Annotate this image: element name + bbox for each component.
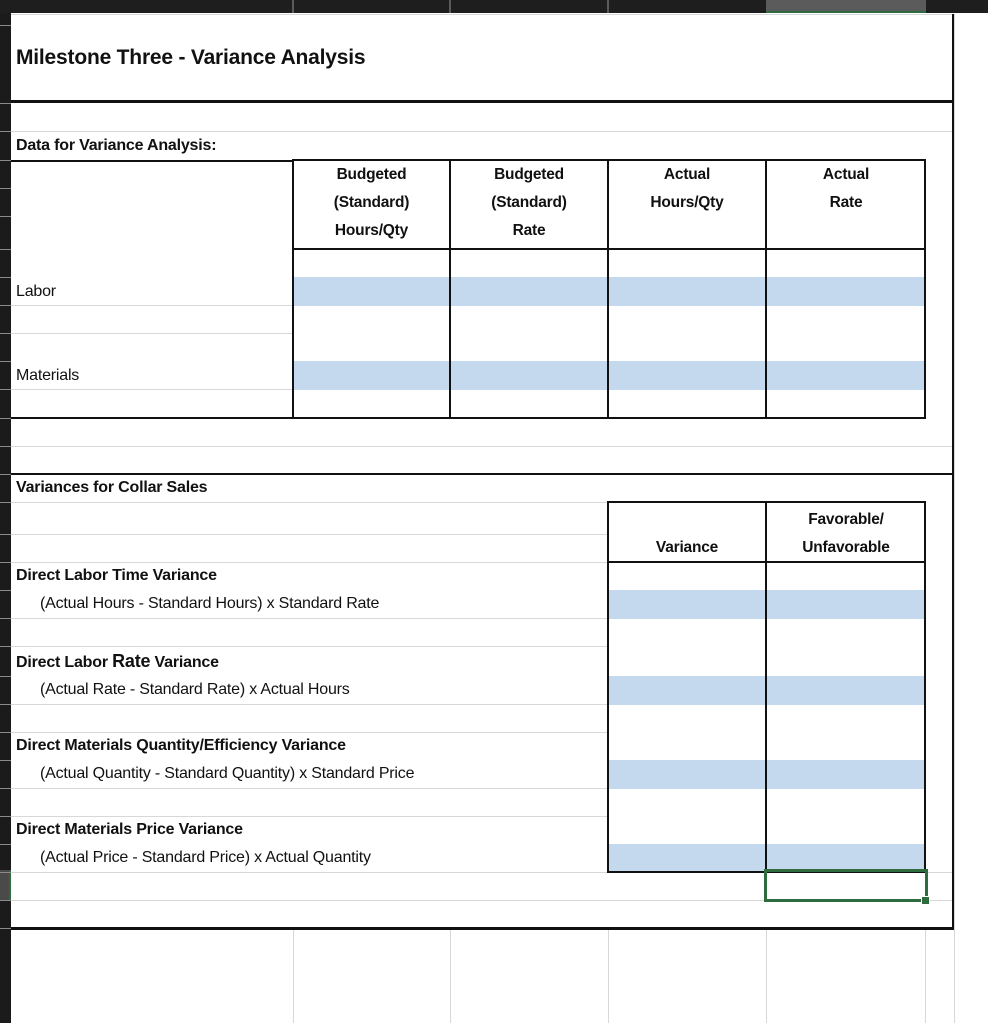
labor-rate-variance-label: Direct Labor Rate Variance [16,651,219,671]
column-divider [607,0,609,13]
active-cell-selection[interactable] [764,869,928,902]
materials-quantity-variance-formula: (Actual Quantity - Standard Quantity) x Standard Price [40,765,415,782]
col-header-favorable: Favorable/ Unfavorable [802,511,890,556]
labor-rate-variance-formula: (Actual Rate - Standard Rate) x Actual Hours [40,681,350,698]
col-header-budgeted-rate: Budgeted (Standard) Rate [491,166,567,239]
materials-price-variance-formula: (Actual Price - Standard Price) x Actual Quantity [40,849,371,866]
data-table-header-rule [292,248,926,250]
materials-price-variance-label: Direct Materials Price Variance [16,821,243,838]
row-label-labor: Labor [16,283,56,300]
col-header-actual-rate: Actual Rate [822,166,870,211]
row-label-materials: Materials [16,367,80,384]
col-header-actual-hours: Actual Hours/Qty [650,166,724,211]
data-section-heading: Data for Variance Analysis: [16,137,217,154]
column-divider [292,0,294,13]
selected-row-header[interactable] [0,870,11,900]
labor-time-variance-formula: (Actual Hours - Standard Hours) x Standard Rate [40,595,380,612]
page-title: Milestone Three - Variance Analysis [16,46,366,69]
fill-handle[interactable] [921,896,930,905]
col-header-variance: Variance [655,539,719,556]
variance-section-heading: Variances for Collar Sales [16,479,208,496]
col-header-budgeted-hours: Budgeted (Standard) Hours/Qty [333,166,410,239]
column-divider [449,0,451,13]
selected-column-header[interactable] [766,0,926,13]
labor-time-variance-label: Direct Labor Time Variance [16,567,217,584]
materials-quantity-variance-label: Direct Materials Quantity/Efficiency Variance [16,737,346,754]
title-divider [11,100,954,103]
section-divider [11,473,954,475]
